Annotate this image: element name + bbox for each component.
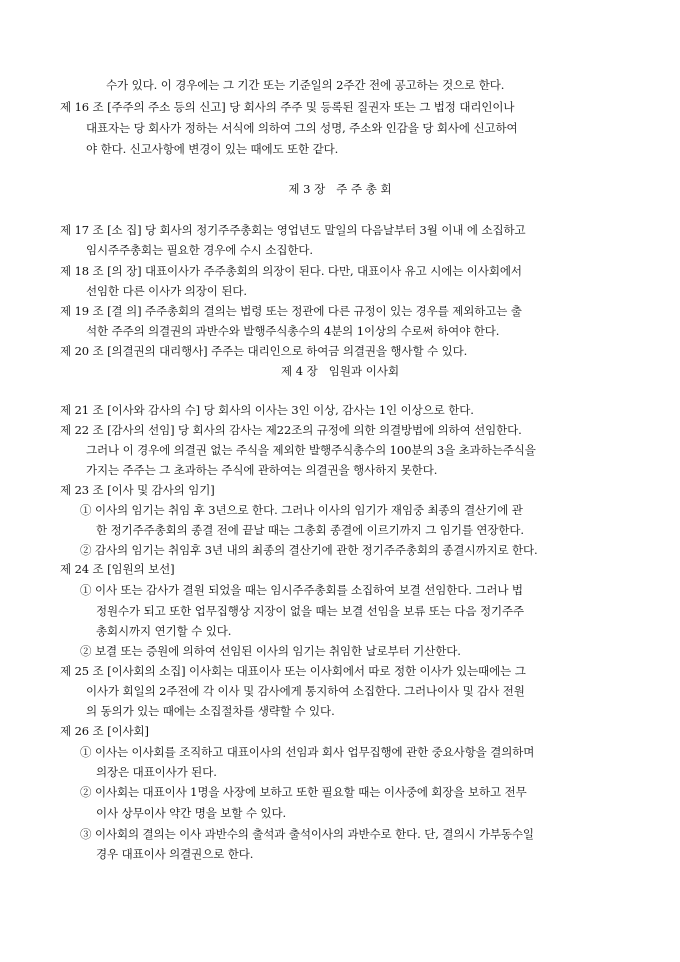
text-line: 가지는 주주는 그 초과하는 주식에 관하여는 의결권을 행사하지 못한다.: [86, 463, 438, 477]
article-16: 제 16 조 [주주의 주소 등의 신고] 당 회사의 주주 및 등록된 질권자 또는 그 법정 대리인이나: [60, 100, 515, 114]
text-line: 의장은 대표이사가 된다.: [96, 765, 217, 779]
text-line: 임시주주총회는 필요한 경우에 수시 소집한다.: [86, 243, 313, 257]
article-18: 제 18 조 [의 장] 대표이사가 주주총회의 의장이 된다. 다만, 대표이사 유고 시에는 이사회에서: [60, 264, 522, 278]
article-26: 제 26 조 [이사회]: [60, 724, 149, 738]
article-21: 제 21 조 [이사와 감사의 수] 당 회사의 이사는 3인 이상, 감사는 1인 이상으로 한다.: [60, 403, 474, 417]
article-25: 제 25 조 [이사회의 소집] 이사회는 대표이사 또는 이사회에서 따로 정한 이사가 있는때에는 그: [60, 664, 526, 678]
article-19: 제 19 조 [결 의] 주주총회의 결의는 법령 또는 정관에 다른 규정이 있는 경우를 제외하고는 출: [60, 304, 522, 318]
article-22: 제 22 조 [감사의 선임] 당 회사의 감사는 제22조의 규정에 의한 의결방법에 의하여 선임한다.: [60, 423, 522, 437]
text-line: 대표자는 당 회사가 정하는 서식에 의하여 그의 성명, 주소와 인감을 당 회사에 신고하여: [86, 121, 518, 135]
text-line: ② 감사의 임기는 취임후 3년 내의 최종의 결산기에 관한 정기주주총회의 종결시까지로 한다.: [80, 543, 538, 557]
article-24: 제 24 조 [임원의 보선]: [60, 562, 175, 576]
text-line: 이사가 회일의 2주전에 각 이사 및 감사에게 통지하여 소집한다. 그러나이사 및 감사 전원: [86, 684, 525, 698]
chapter-3-heading: 제 3 장 주 주 총 회: [288, 182, 392, 196]
text-line: 그러나 이 경우에 의결권 없는 주식을 제외한 발행주식총수의 100분의 3을 초과하는주식을: [86, 443, 536, 457]
article-20: 제 20 조 [의결권의 대리행사] 주주는 대리인으로 하여금 의결권을 행사할 수 있다.: [60, 344, 468, 358]
text-line: 한 정기주주총회의 종결 전에 끝날 때는 그총회 종결에 이르기까지 그 임기를 연장한다.: [96, 523, 524, 537]
text-line: 석한 주주의 의결권의 과반수와 발행주식총수의 4분의 1이상의 수로써 하여야 한다.: [86, 324, 500, 338]
text-line: ① 이사는 이사회를 조직하고 대표이사의 선임과 회사 업무집행에 관한 중요사항을 결의하며: [80, 745, 535, 759]
chapter-4-heading: 제 4 장 임원과 이사회: [280, 364, 400, 378]
text-line: ② 보결 또는 증원에 의하여 선임된 이사의 임기는 취임한 날로부터 기산한다.: [80, 644, 461, 658]
text-line: 선임한 다른 이사가 의장이 된다.: [86, 284, 247, 298]
text-line: ② 이사회는 대표이사 1명을 사장에 보하고 또한 필요할 때는 이사중에 회장을 보하고 전무: [80, 785, 527, 799]
text-line: ③ 이사회의 결의는 이사 과반수의 출석과 출석이사의 과반수로 한다. 단, 결의시 가부동수일: [80, 827, 534, 841]
article-17: 제 17 조 [소 집] 당 회사의 정기주주총회는 영업년도 말일의 다음날부터 3월 이내 에 소집하고: [60, 223, 526, 237]
article-23: 제 23 조 [이사 및 감사의 임기]: [60, 483, 215, 497]
text-line: ① 이사 또는 감사가 결원 되었을 때는 임시주주총회를 소집하여 보결 선임한다. 그러나 법: [80, 583, 523, 597]
text-line: 정원수가 되고 또한 업무집행상 지장이 없을 때는 보결 선임을 보류 또는 다음 정기주주: [96, 604, 524, 618]
text-line: 이사 상무이사 약간 명을 보할 수 있다.: [96, 806, 287, 820]
text-line: 총회시까지 연기할 수 있다.: [96, 624, 232, 638]
text-line: 수가 있다. 이 경우에는 그 기간 또는 기준일의 2주간 전에 공고하는 것으로 한다.: [106, 78, 505, 92]
text-line: 경우 대표이사 의결권으로 한다.: [96, 847, 254, 861]
text-line: 야 한다. 신고사항에 변경이 있는 때에도 또한 같다.: [86, 142, 339, 156]
text-line: ① 이사의 임기는 취임 후 3년으로 한다. 그러나 이사의 임기가 재임중 최종의 결산기에 관: [80, 503, 523, 517]
text-line: 의 동의가 있는 때에는 소집절차를 생략할 수 있다.: [86, 704, 335, 718]
